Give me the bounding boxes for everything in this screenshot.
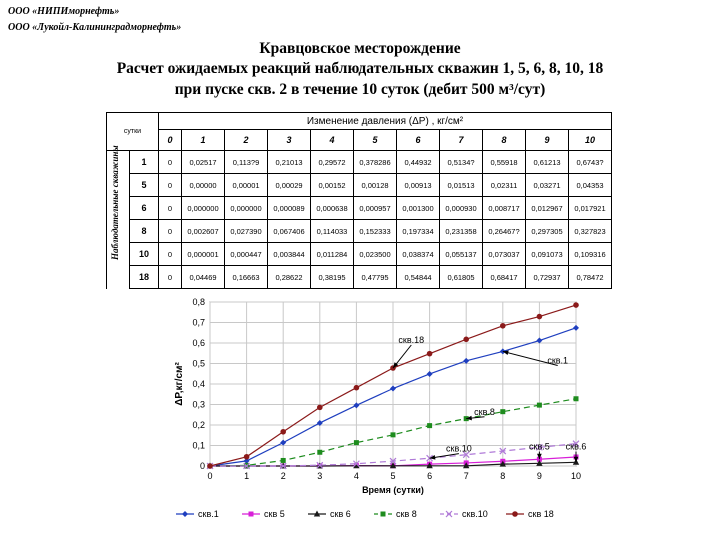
x-tick-label: 1 bbox=[244, 471, 250, 481]
table-value-cell: 0,297305 bbox=[526, 220, 569, 243]
legend-label: скв 6 bbox=[330, 509, 351, 519]
table-row-gutter bbox=[107, 174, 130, 197]
table-value-cell: 0,02311 bbox=[483, 174, 526, 197]
series-point bbox=[280, 429, 286, 435]
table-day-header: 5 bbox=[354, 130, 397, 151]
table-row bbox=[107, 220, 612, 243]
series-point bbox=[244, 454, 250, 460]
table-value-cell: 0,00128 bbox=[354, 174, 397, 197]
table-value-cell: 0,000930 bbox=[440, 197, 483, 220]
series-point bbox=[391, 432, 396, 437]
table-day-header: 2 bbox=[225, 130, 268, 151]
table-value-cell: 0,00029 bbox=[268, 174, 311, 197]
company-name-2: ООО «Лукойл-Калининградморнефть» bbox=[8, 22, 182, 33]
table-corner-label: сутки bbox=[107, 113, 159, 151]
table-well-cell: 5 bbox=[130, 174, 159, 197]
series-point bbox=[427, 351, 433, 357]
table-row-gutter bbox=[107, 151, 130, 174]
table-days-row bbox=[107, 130, 612, 151]
y-tick-label: 0,5 bbox=[192, 358, 205, 369]
table-value-cell: 0,113?9 bbox=[225, 151, 268, 174]
series-point bbox=[537, 403, 542, 408]
legend-label: скв 8 bbox=[396, 509, 417, 519]
table-value-cell: 0,114033 bbox=[311, 220, 354, 243]
table-value-cell: 0,152333 bbox=[354, 220, 397, 243]
table-value-cell: 0,61213 bbox=[526, 151, 569, 174]
table-row-gutter bbox=[107, 220, 130, 243]
legend-label: скв 18 bbox=[528, 509, 554, 519]
series-point bbox=[182, 511, 188, 517]
series-point bbox=[317, 405, 323, 411]
x-tick-label: 3 bbox=[317, 471, 323, 481]
table-value-cell: 0,231358 bbox=[440, 220, 483, 243]
x-tick-label: 7 bbox=[463, 471, 469, 481]
table-value-cell: 0,002607 bbox=[182, 220, 225, 243]
series-point bbox=[573, 302, 579, 308]
table-value-cell: 0,16663 bbox=[225, 266, 268, 289]
x-tick-label: 2 bbox=[280, 471, 286, 481]
table-row-gutter bbox=[107, 197, 130, 220]
table-header-row bbox=[107, 113, 612, 130]
series-point bbox=[354, 385, 360, 391]
table-header-label: Изменение давления (ΔР) , кг/см² bbox=[159, 113, 612, 130]
x-axis-label: Время (сутки) bbox=[362, 485, 424, 495]
table-value-cell: 0,091073 bbox=[526, 243, 569, 266]
annotation-label: скв.6 bbox=[565, 441, 587, 452]
series-point bbox=[463, 337, 469, 343]
table-day-header: 3 bbox=[268, 130, 311, 151]
x-tick-label: 6 bbox=[427, 471, 433, 481]
table-value-cell: 0,012967 bbox=[526, 197, 569, 220]
table-value-cell: 0,038374 bbox=[397, 243, 440, 266]
page-subtitle-2: при пуске скв. 2 в течение 10 суток (дебит 500 м³/сут) bbox=[174, 81, 546, 98]
table-row bbox=[107, 266, 612, 289]
table-value-cell: 0,00913 bbox=[397, 174, 440, 197]
table-value-cell: 0,28622 bbox=[268, 266, 311, 289]
series-point bbox=[500, 323, 506, 329]
x-tick-label: 4 bbox=[353, 471, 359, 481]
table-value-cell: 0,54844 bbox=[397, 266, 440, 289]
table-value-cell: 0,067406 bbox=[268, 220, 311, 243]
series-point bbox=[500, 409, 505, 414]
table-value-cell: 0,327823 bbox=[569, 220, 612, 243]
y-tick-label: 0,6 bbox=[192, 338, 205, 348]
legend-label: скв 5 bbox=[264, 509, 285, 519]
table-value-cell: 0,00001 bbox=[225, 174, 268, 197]
table-value-cell: 0,027390 bbox=[225, 220, 268, 243]
series-point bbox=[281, 458, 286, 463]
table-value-cell: 0,023500 bbox=[354, 243, 397, 266]
y-tick-label: 0 bbox=[199, 461, 205, 471]
table-row-gutter bbox=[107, 266, 130, 289]
table-value-cell: 0,72937 bbox=[526, 266, 569, 289]
x-tick-label: 0 bbox=[207, 471, 213, 481]
table-day-header: 4 bbox=[311, 130, 354, 151]
y-tick-label: 0,2 bbox=[192, 420, 205, 430]
table-value-cell: 0,000001 bbox=[182, 243, 225, 266]
table-row-gutter bbox=[107, 243, 130, 266]
y-tick-label: 0,8 bbox=[192, 297, 205, 307]
table-row bbox=[107, 243, 612, 266]
table-value-cell: 0,55918 bbox=[483, 151, 526, 174]
table-value-cell: 0,00152 bbox=[311, 174, 354, 197]
annotation-label: скв.10 bbox=[446, 443, 472, 454]
table-value-cell: 0,6743? bbox=[569, 151, 612, 174]
table-value-cell: 0,000638 bbox=[311, 197, 354, 220]
series-point bbox=[354, 440, 359, 445]
table-value-cell: 0,01513 bbox=[440, 174, 483, 197]
table-value-cell: 0,68417 bbox=[483, 266, 526, 289]
table-day-header: 1 bbox=[182, 130, 225, 151]
x-tick-label: 5 bbox=[390, 471, 396, 481]
table-value-cell: 0,47795 bbox=[354, 266, 397, 289]
table-value-cell: 0,29572 bbox=[311, 151, 354, 174]
table-value-cell: 0,00000 bbox=[182, 174, 225, 197]
table-well-cell: 1 bbox=[130, 151, 159, 174]
series-point bbox=[512, 511, 518, 517]
x-tick-label: 10 bbox=[570, 471, 582, 481]
series-point bbox=[249, 512, 254, 517]
table-value-cell: 0,017921 bbox=[569, 197, 612, 220]
legend-label: скв.1 bbox=[198, 509, 219, 519]
table-value-cell: 0,378286 bbox=[354, 151, 397, 174]
table-value-cell: 0,78472 bbox=[569, 266, 612, 289]
table-value-cell: 0,000000 bbox=[225, 197, 268, 220]
y-axis-label: ΔP,кг/см² bbox=[174, 362, 185, 406]
series-point bbox=[574, 396, 579, 401]
table-well-cell: 6 bbox=[130, 197, 159, 220]
pressure-table bbox=[106, 112, 612, 289]
table-value-cell: 0,000447 bbox=[225, 243, 268, 266]
series-point bbox=[427, 423, 432, 428]
table-value-cell: 0 bbox=[159, 174, 182, 197]
table-value-cell: 0,21013 bbox=[268, 151, 311, 174]
table-value-cell: 0,000000 bbox=[182, 197, 225, 220]
table-value-cell: 0 bbox=[159, 266, 182, 289]
table-value-cell: 0,109316 bbox=[569, 243, 612, 266]
series-point bbox=[207, 463, 213, 469]
table-day-header: 0 bbox=[159, 130, 182, 151]
table-value-cell: 0,04353 bbox=[569, 174, 612, 197]
table-well-cell: 18 bbox=[130, 266, 159, 289]
table-value-cell: 0,073037 bbox=[483, 243, 526, 266]
table-value-cell: 0,04469 bbox=[182, 266, 225, 289]
table-value-cell: 0,000089 bbox=[268, 197, 311, 220]
x-tick-label: 9 bbox=[536, 471, 542, 481]
table-row bbox=[107, 174, 612, 197]
x-tick-label: 8 bbox=[500, 471, 506, 481]
table-value-cell: 0,02517 bbox=[182, 151, 225, 174]
table-value-cell: 0,5134? bbox=[440, 151, 483, 174]
table-value-cell: 0 bbox=[159, 220, 182, 243]
table-value-cell: 0,003844 bbox=[268, 243, 311, 266]
y-tick-label: 0,3 bbox=[192, 399, 205, 410]
pressure-chart bbox=[148, 290, 608, 530]
legend-label: скв.10 bbox=[462, 509, 488, 519]
y-tick-label: 0,1 bbox=[192, 440, 205, 451]
table-value-cell: 0,197334 bbox=[397, 220, 440, 243]
table-value-cell: 0,055137 bbox=[440, 243, 483, 266]
series-point bbox=[537, 314, 543, 320]
annotation-label: скв.8 bbox=[474, 406, 495, 417]
table-value-cell: 0 bbox=[159, 243, 182, 266]
annotation-label: скв.1 bbox=[547, 355, 569, 366]
series-point bbox=[381, 512, 386, 517]
table-value-cell: 0 bbox=[159, 151, 182, 174]
table-day-header: 8 bbox=[483, 130, 526, 151]
row-group-label: Наблюдательные скважины bbox=[110, 145, 120, 260]
page-title: Кравцовское месторождение bbox=[259, 40, 461, 57]
table-day-header: 7 bbox=[440, 130, 483, 151]
page-subtitle: Расчет ожидаемых реакций наблюдательных скважин 1, 5, 6, 8, 10, 18 bbox=[116, 60, 604, 77]
y-tick-label: 0,4 bbox=[192, 379, 205, 389]
table-day-header: 9 bbox=[526, 130, 569, 151]
company-name-1: ООО «НИПИморнефть» bbox=[8, 6, 120, 17]
table-well-cell: 8 bbox=[130, 220, 159, 243]
table-day-header: 6 bbox=[397, 130, 440, 151]
table-value-cell: 0,44932 bbox=[397, 151, 440, 174]
annotation-label: скв.5 bbox=[529, 441, 550, 452]
table-row bbox=[107, 151, 612, 174]
table-value-cell: 0,001300 bbox=[397, 197, 440, 220]
table-value-cell: 0,61805 bbox=[440, 266, 483, 289]
series-point bbox=[317, 450, 322, 455]
table-well-cell: 10 bbox=[130, 243, 159, 266]
table-value-cell: 0,26467? bbox=[483, 220, 526, 243]
table-value-cell: 0,38195 bbox=[311, 266, 354, 289]
table-value-cell: 0 bbox=[159, 197, 182, 220]
annotation-label: скв.18 bbox=[398, 335, 425, 345]
table-value-cell: 0,008717 bbox=[483, 197, 526, 220]
table-row bbox=[107, 197, 612, 220]
table-value-cell: 0,011284 bbox=[311, 243, 354, 266]
table-value-cell: 0,03271 bbox=[526, 174, 569, 197]
table-day-header: 10 bbox=[569, 130, 612, 151]
y-tick-label: 0,7 bbox=[192, 317, 205, 328]
table-value-cell: 0,000957 bbox=[354, 197, 397, 220]
